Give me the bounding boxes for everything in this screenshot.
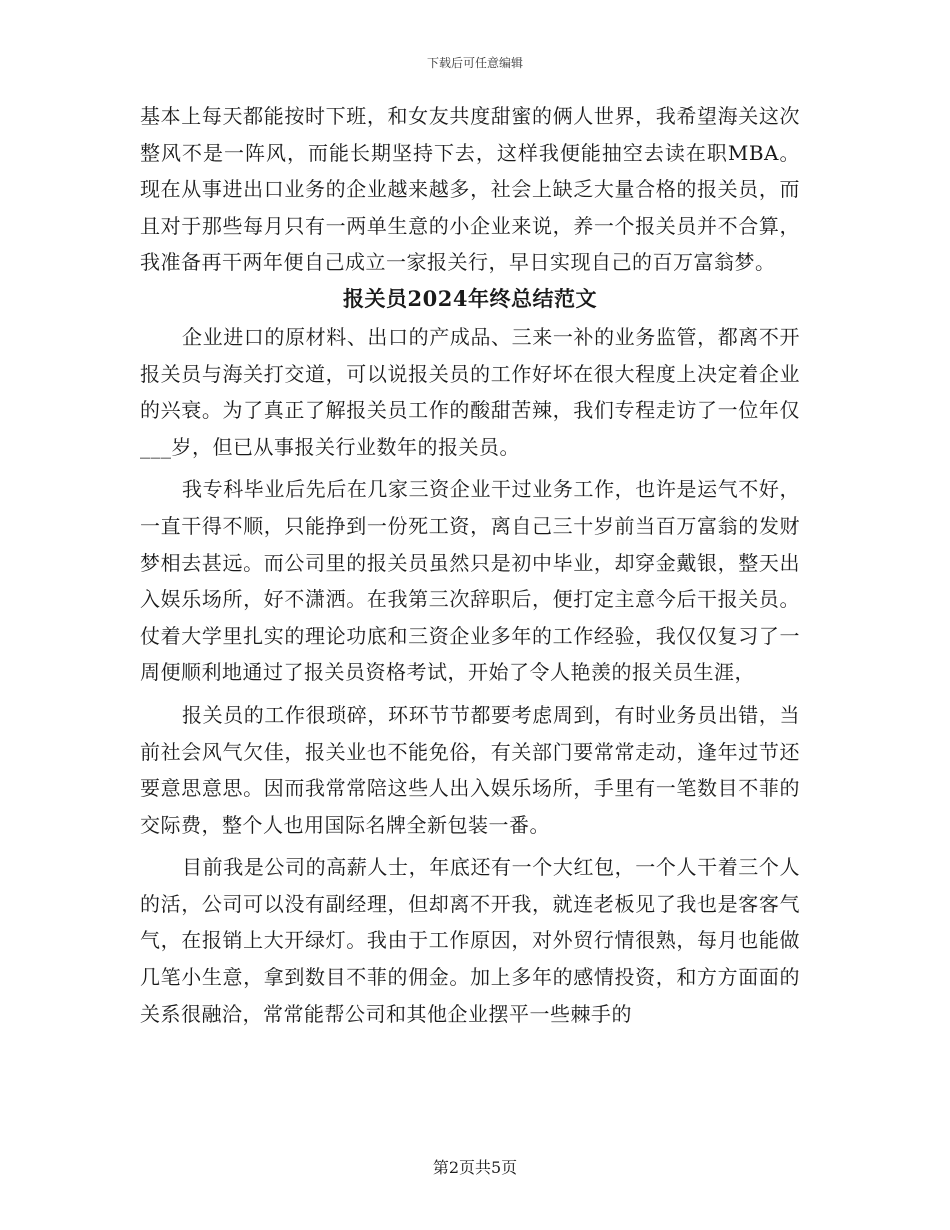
document-title: 报关员2024年终总结范文	[343, 285, 597, 311]
body-paragraph: 目前我是公司的高薪人士，年底还有一个大红包，一个人干着三个人的活，公司可以没有副经理，但却离不开我，就连老板见了我也是客客气气，在报销上大开绿灯。我由于工作原因，对外贸行情很熟，每月也能做几笔小生意，拿到数目不菲的佣金。加上多年的感情投资，和方方面面的关系很融洽，常常能帮公司和其他企业摆平一些棘手的	[140, 855, 800, 1026]
document-body	[140, 98, 800, 1032]
page-header: 下载后可任意编辑	[426, 56, 523, 70]
page-number: 第2页共5页	[432, 1158, 518, 1177]
body-paragraph: 企业进口的原材料、出口的产成品、三来一补的业务监管，都离不开报关员与海关打交道，可以说报关员的工作好坏在很大程度上决定着企业的兴衰。为了真正了解报关员工作的酸甜苦辣，我们专程走访了一位年仅___岁，但已从事报关行业数年的报关员。	[140, 324, 800, 459]
body-paragraph: 报关员的工作很琐碎，环环节节都要考虑周到，有时业务员出错，当前社会风气欠佳，报关业也不能免俗，有关部门要常常走动，逢年过节还要意思意思。因而我常常陪这些人出入娱乐场所，手里有一笔数目不菲的交际费，整个人也用国际名牌全新包装一番。	[140, 702, 800, 837]
body-paragraph: 我专科毕业后先后在几家三资企业干过业务工作，也许是运气不好，一直干得不顺，只能挣到一份死工资，离自己三十岁前当百万富翁的发财梦相去甚远。而公司里的报关员虽然只是初中毕业，却穿金戴银，整天出入娱乐场所，好不潇洒。在我第三次辞职后，便打定主意今后干报关员。仗着大学里扎实的理论功底和三资企业多年的工作经验，我仅仅复习了一周便顺利地通过了报关员资格考试，开始了令人艳羡的报关员生涯，	[140, 477, 800, 685]
continuation-paragraph: 基本上每天都能按时下班，和女友共度甜蜜的俩人世界，我希望海关这次整风不是一阵风，而能长期坚持下去，这样我便能抽空去读在职MBA。现在从事进出口业务的企业越来越多，社会上缺乏大量合格的报关员，而且对于那些每月只有一两单生意的小企业来说，养一个报关员并不合算，我准备再干两年便自己成立一家报关行，早日实现自己的百万富翁梦。	[140, 104, 800, 275]
